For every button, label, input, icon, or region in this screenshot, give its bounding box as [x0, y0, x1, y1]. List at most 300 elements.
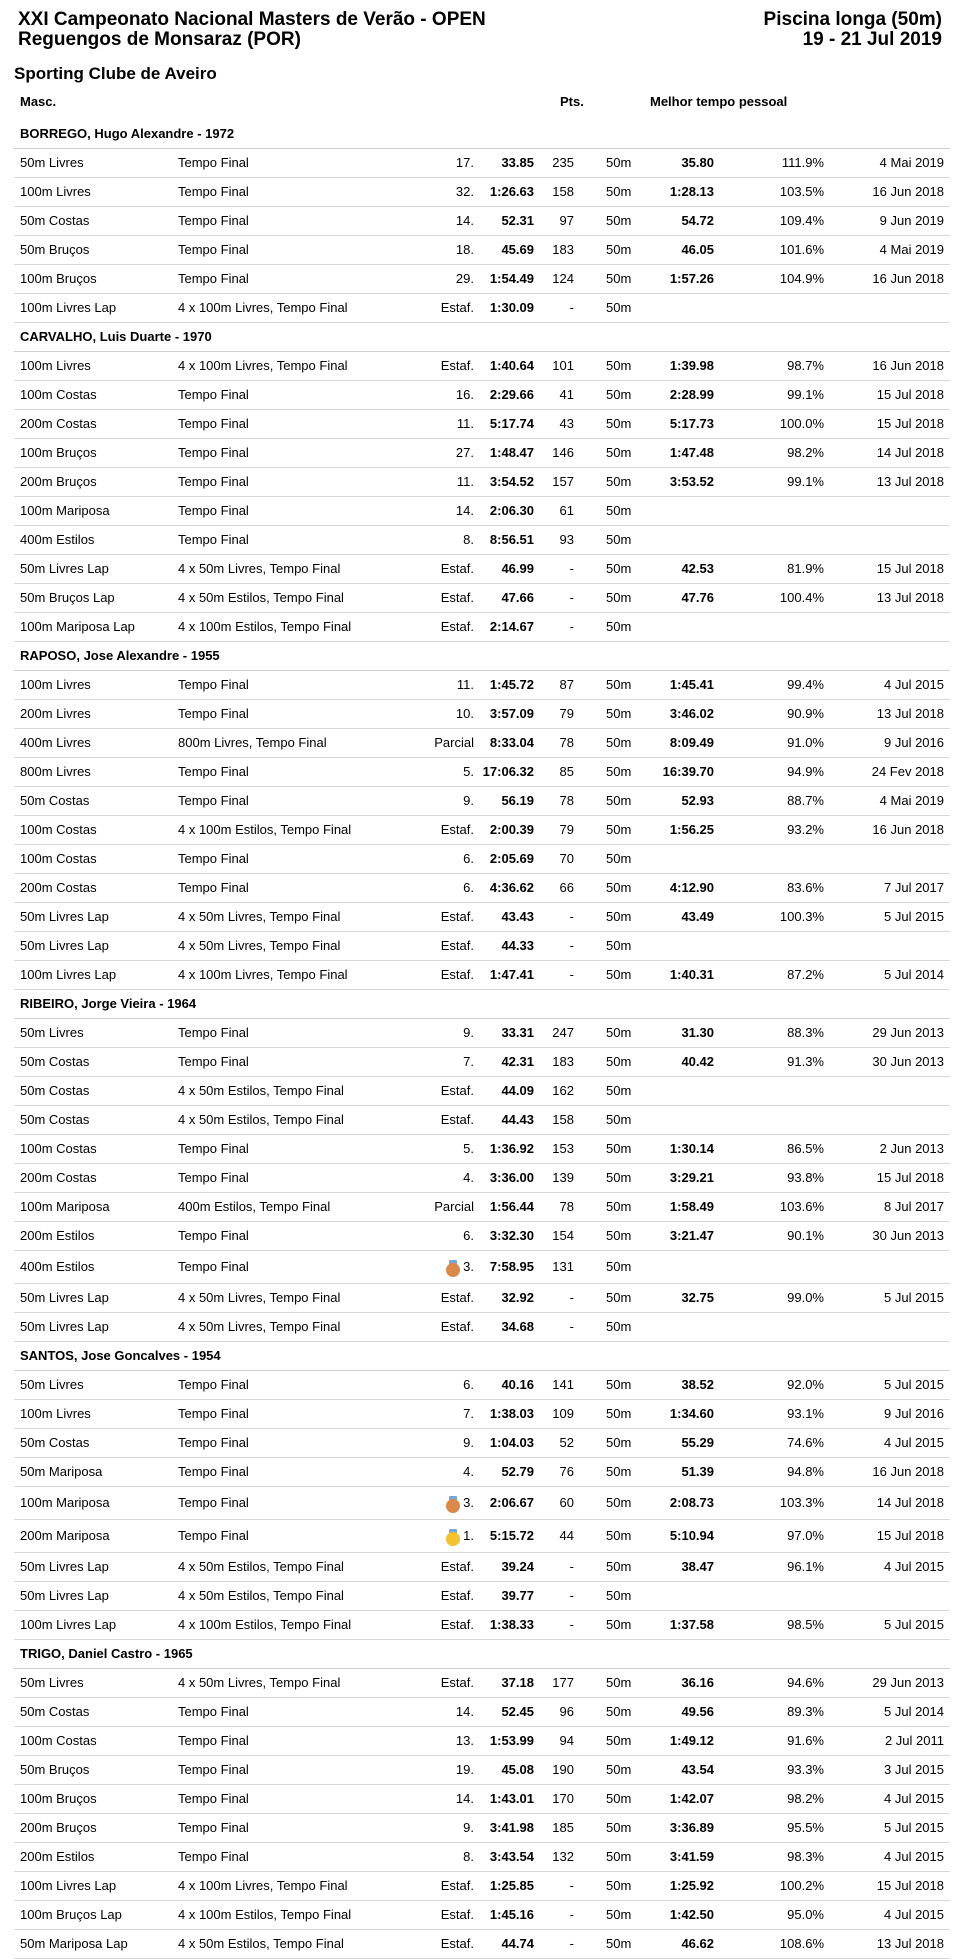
personal-best-date: 4 Mai 2019 — [879, 155, 944, 170]
placement: 8. — [463, 1849, 474, 1864]
personal-best-time: 36.16 — [681, 1675, 714, 1690]
event-name: 100m Bruços Lap — [20, 1907, 122, 1922]
personal-best-time: 1:57.26 — [669, 271, 714, 286]
pool-length: 50m — [606, 764, 632, 779]
personal-best-time: 1:58.49 — [669, 1199, 714, 1214]
result-row — [14, 1698, 950, 1727]
result-row — [14, 410, 950, 439]
points: - — [569, 938, 574, 953]
result-time: 1:30.09 — [489, 300, 534, 315]
placement: 9. — [463, 1435, 474, 1450]
personal-best-date: 30 Jun 2013 — [872, 1228, 944, 1243]
result-row — [14, 1371, 950, 1400]
pool-length: 50m — [606, 561, 632, 576]
points: 153 — [552, 1141, 574, 1156]
points: 52 — [559, 1435, 574, 1450]
event-name: 50m Costas — [20, 1112, 90, 1127]
personal-best-time: 2:08.73 — [669, 1495, 714, 1510]
round-name: 4 x 50m Estilos, Tempo Final — [178, 1588, 344, 1603]
category-header: Masc. — [20, 94, 57, 109]
personal-best-percent: 98.7% — [787, 358, 824, 373]
athlete-name: RIBEIRO, Jorge Vieira - 1964 — [14, 990, 950, 1019]
round-name: Tempo Final — [178, 213, 249, 228]
event-name: 100m Mariposa — [20, 1495, 110, 1510]
points: 146 — [552, 445, 574, 460]
pool-length: 50m — [606, 184, 632, 199]
placement: Estaf. — [440, 822, 474, 837]
result-row — [14, 1106, 950, 1135]
personal-best-percent: 94.6% — [787, 1675, 824, 1690]
round-name: Tempo Final — [178, 1259, 249, 1274]
personal-best-date: 2 Jun 2013 — [879, 1141, 944, 1156]
personal-best-date: 5 Jul 2014 — [884, 967, 944, 982]
personal-best-time: 16:39.70 — [662, 764, 714, 779]
pool-length: 50m — [606, 1820, 632, 1835]
pool-length: 50m — [606, 1377, 632, 1392]
personal-best-date: 29 Jun 2013 — [872, 1675, 944, 1690]
placement: 4. — [463, 1170, 474, 1185]
result-row — [14, 1814, 950, 1843]
points: 101 — [552, 358, 574, 373]
event-name: 100m Livres — [20, 184, 91, 199]
round-name: 4 x 100m Estilos, Tempo Final — [178, 822, 352, 837]
points: 131 — [552, 1259, 574, 1274]
event-name: 200m Costas — [20, 1170, 97, 1185]
points: 93 — [559, 532, 574, 547]
personal-best-date: 13 Jul 2018 — [876, 590, 944, 605]
round-name: Tempo Final — [178, 1820, 249, 1835]
placement: 8. — [463, 532, 474, 547]
points: - — [569, 561, 574, 576]
result-time: 40.16 — [501, 1377, 534, 1392]
club-name: Sporting Clube de Aveiro — [14, 64, 217, 83]
points: 78 — [559, 793, 574, 808]
result-row — [14, 1284, 950, 1313]
points: 66 — [559, 880, 574, 895]
points: - — [569, 590, 574, 605]
round-name: 4 x 50m Livres, Tempo Final — [178, 938, 341, 953]
pool-length: 50m — [606, 387, 632, 402]
round-name: Tempo Final — [178, 851, 249, 866]
bronze-medal-icon — [446, 1496, 460, 1512]
personal-best-date: 3 Jul 2015 — [884, 1762, 944, 1777]
personal-best-percent: 103.3% — [779, 1495, 824, 1510]
pool-length: 50m — [606, 155, 632, 170]
placement-text: 3. — [463, 1259, 474, 1274]
personal-best-date: 29 Jun 2013 — [872, 1025, 944, 1040]
result-time: 1:53.99 — [489, 1733, 534, 1748]
pool-length: 50m — [606, 1228, 632, 1243]
event-name: 200m Estilos — [20, 1228, 95, 1243]
result-row — [14, 1756, 950, 1785]
points: 87 — [559, 677, 574, 692]
event-name: 50m Costas — [20, 1083, 90, 1098]
placement: Estaf. — [440, 1878, 474, 1893]
pool-length: 50m — [606, 1791, 632, 1806]
pool-length: 50m — [606, 532, 632, 547]
pool-length: 50m — [606, 1617, 632, 1632]
event-name: 50m Livres Lap — [20, 1588, 109, 1603]
personal-best-date: 9 Jul 2016 — [884, 1406, 944, 1421]
pool-length: 50m — [606, 1464, 632, 1479]
event-name: 50m Livres — [20, 1377, 84, 1392]
result-time: 52.45 — [501, 1704, 534, 1719]
points: 78 — [559, 1199, 574, 1214]
points: 132 — [552, 1849, 574, 1864]
event-name: 100m Costas — [20, 822, 97, 837]
result-time: 2:06.67 — [489, 1495, 534, 1510]
points: - — [569, 1588, 574, 1603]
personal-best-time: 1:39.98 — [669, 358, 714, 373]
result-row — [14, 1582, 950, 1611]
placement — [446, 1251, 474, 1283]
personal-best-percent: 96.1% — [787, 1559, 824, 1574]
result-row — [14, 1727, 950, 1756]
placement: Parcial — [434, 1199, 474, 1214]
result-row — [14, 294, 950, 323]
result-row — [14, 236, 950, 265]
placement: Estaf. — [440, 1290, 474, 1305]
personal-best-percent: 88.7% — [787, 793, 824, 808]
round-name: Tempo Final — [178, 387, 249, 402]
pool-length: 50m — [606, 271, 632, 286]
points: 85 — [559, 764, 574, 779]
event-name: 50m Bruços Lap — [20, 590, 115, 605]
personal-best-percent: 93.1% — [787, 1406, 824, 1421]
round-name: Tempo Final — [178, 1495, 249, 1510]
points: 139 — [552, 1170, 574, 1185]
athlete-name: SANTOS, Jose Goncalves - 1954 — [14, 1342, 950, 1371]
personal-best-date: 5 Jul 2015 — [884, 1290, 944, 1305]
round-name: 4 x 50m Livres, Tempo Final — [178, 561, 341, 576]
personal-best-date: 13 Jul 2018 — [876, 1936, 944, 1951]
round-name: Tempo Final — [178, 416, 249, 431]
pool-length: 50m — [606, 1083, 632, 1098]
placement: Estaf. — [440, 561, 474, 576]
personal-best-percent: 98.2% — [787, 1791, 824, 1806]
result-row — [14, 584, 950, 613]
event-name: 50m Costas — [20, 1435, 90, 1450]
round-name: Tempo Final — [178, 1406, 249, 1421]
result-row — [14, 1251, 950, 1284]
personal-best-date: 4 Jul 2015 — [884, 1435, 944, 1450]
event-name: 200m Bruços — [20, 474, 97, 489]
personal-best-date: 16 Jun 2018 — [872, 271, 944, 286]
event-name: 100m Livres — [20, 1406, 91, 1421]
athlete-name: BORREGO, Hugo Alexandre - 1972 — [14, 120, 950, 149]
points: 60 — [559, 1495, 574, 1510]
result-row — [14, 1019, 950, 1048]
points: 79 — [559, 822, 574, 837]
placement: 11. — [456, 677, 474, 692]
points: 183 — [552, 1054, 574, 1069]
personal-best-percent: 83.6% — [787, 880, 824, 895]
result-time: 34.68 — [501, 1319, 534, 1334]
result-row — [14, 874, 950, 903]
round-name: 400m Estilos, Tempo Final — [178, 1199, 331, 1214]
points: 44 — [559, 1528, 574, 1543]
result-time: 39.24 — [501, 1559, 534, 1574]
result-row — [14, 1872, 950, 1901]
points: 154 — [552, 1228, 574, 1243]
placement: 27. — [455, 445, 474, 460]
personal-best-time: 38.52 — [681, 1377, 714, 1392]
personal-best-time: 3:53.52 — [669, 474, 714, 489]
personal-best-percent: 91.3% — [787, 1054, 824, 1069]
event-name: 50m Livres Lap — [20, 938, 109, 953]
placement: Parcial — [434, 735, 474, 750]
event-name: 100m Bruços — [20, 445, 97, 460]
round-name: 4 x 50m Livres, Tempo Final — [178, 909, 341, 924]
result-time: 8:56.51 — [489, 532, 534, 547]
personal-best-percent: 98.2% — [787, 445, 824, 460]
points: - — [569, 1559, 574, 1574]
round-name: 4 x 100m Livres, Tempo Final — [178, 358, 348, 373]
round-name: Tempo Final — [178, 532, 249, 547]
result-row — [14, 1048, 950, 1077]
round-name: 4 x 50m Livres, Tempo Final — [178, 1675, 341, 1690]
personal-best-percent: 98.5% — [787, 1617, 824, 1632]
placement: 14. — [455, 213, 474, 228]
round-name: 4 x 50m Estilos, Tempo Final — [178, 590, 344, 605]
points: 235 — [552, 155, 574, 170]
event-name: 200m Livres — [20, 706, 91, 721]
pool-length: 50m — [606, 358, 632, 373]
personal-best-date: 30 Jun 2013 — [872, 1054, 944, 1069]
personal-best-time: 43.54 — [681, 1762, 714, 1777]
personal-best-percent: 100.4% — [779, 590, 824, 605]
meet-title-line1: XXI Campeonato Nacional Masters de Verão - OPEN — [18, 9, 486, 30]
result-row — [14, 816, 950, 845]
personal-best-time: 40.42 — [681, 1054, 714, 1069]
round-name: Tempo Final — [178, 1464, 249, 1479]
points: 158 — [552, 184, 574, 199]
pool-length: 50m — [606, 445, 632, 460]
personal-best-time: 51.39 — [681, 1464, 714, 1479]
personal-best-percent: 97.0% — [787, 1528, 824, 1543]
personal-best-date: 15 Jul 2018 — [876, 1170, 944, 1185]
pool-length: 50m — [606, 967, 632, 982]
event-name: 400m Livres — [20, 735, 91, 750]
pool-length: 50m — [606, 503, 632, 518]
result-row — [14, 700, 950, 729]
event-name: 50m Livres Lap — [20, 1319, 109, 1334]
personal-best-time: 5:17.73 — [669, 416, 714, 431]
personal-best-date: 5 Jul 2015 — [884, 909, 944, 924]
personal-best-time: 52.93 — [681, 793, 714, 808]
event-name: 200m Costas — [20, 880, 97, 895]
personal-best-date: 9 Jul 2016 — [884, 735, 944, 750]
pool-length: 50m — [606, 416, 632, 431]
pool-length: 50m — [606, 677, 632, 692]
personal-best-time: 1:40.31 — [669, 967, 714, 982]
event-name: 50m Livres Lap — [20, 1559, 109, 1574]
round-name: Tempo Final — [178, 677, 249, 692]
personal-best-percent: 87.2% — [787, 967, 824, 982]
result-row — [14, 1400, 950, 1429]
personal-best-percent: 101.6% — [779, 242, 824, 257]
event-name: 400m Estilos — [20, 1259, 95, 1274]
placement: Estaf. — [440, 1559, 474, 1574]
placement: 32. — [455, 184, 474, 199]
placement: Estaf. — [440, 1617, 474, 1632]
placement: 29. — [455, 271, 474, 286]
result-time: 7:58.95 — [489, 1259, 534, 1274]
personal-best-time: 1:34.60 — [669, 1406, 714, 1421]
result-row — [14, 265, 950, 294]
placement: Estaf. — [440, 300, 474, 315]
personal-best-date: 8 Jul 2017 — [884, 1199, 944, 1214]
personal-best-date: 7 Jul 2017 — [884, 880, 944, 895]
event-name: 100m Livres Lap — [20, 1617, 117, 1632]
personal-best-time: 1:49.12 — [669, 1733, 714, 1748]
event-name: 50m Costas — [20, 1054, 90, 1069]
pool-length: 50m — [606, 474, 632, 489]
result-row — [14, 439, 950, 468]
round-name: Tempo Final — [178, 1762, 249, 1777]
pool-length: 50m — [606, 1675, 632, 1690]
pool-length: 50m — [606, 242, 632, 257]
placement: Estaf. — [440, 358, 474, 373]
pool-length: 50m — [606, 1025, 632, 1040]
placement: Estaf. — [440, 1083, 474, 1098]
placement: Estaf. — [440, 1936, 474, 1951]
placement: 5. — [463, 1141, 474, 1156]
personal-best-percent: 81.9% — [787, 561, 824, 576]
event-name: 50m Costas — [20, 793, 90, 808]
personal-best-percent: 89.3% — [787, 1704, 824, 1719]
personal-best-time: 2:28.99 — [669, 387, 714, 402]
result-time: 3:41.98 — [489, 1820, 534, 1835]
event-name: 200m Mariposa — [20, 1528, 110, 1543]
personal-best-time: 49.56 — [681, 1704, 714, 1719]
placement — [446, 1520, 474, 1552]
result-row — [14, 526, 950, 555]
placement: 9. — [463, 1025, 474, 1040]
pool-length: 50m — [606, 213, 632, 228]
event-name: 50m Bruços — [20, 242, 90, 257]
result-time: 1:26.63 — [489, 184, 534, 199]
personal-best-date: 15 Jul 2018 — [876, 1528, 944, 1543]
pool-length: 50m — [606, 1435, 632, 1450]
result-time: 1:45.16 — [489, 1907, 534, 1922]
personal-best-percent: 98.3% — [787, 1849, 824, 1864]
result-row — [14, 1930, 950, 1959]
result-time: 1:38.03 — [489, 1406, 534, 1421]
event-name: 100m Bruços — [20, 271, 97, 286]
result-time: 1:43.01 — [489, 1791, 534, 1806]
round-name: 4 x 100m Estilos, Tempo Final — [178, 1617, 352, 1632]
personal-best-time: 1:25.92 — [669, 1878, 714, 1893]
personal-best-time: 4:12.90 — [669, 880, 714, 895]
result-time: 1:48.47 — [489, 445, 534, 460]
personal-best-time: 43.49 — [681, 909, 714, 924]
personal-best-time: 3:29.21 — [669, 1170, 714, 1185]
result-time: 47.66 — [501, 590, 534, 605]
placement: 6. — [463, 851, 474, 866]
pool-length: 50m — [606, 1762, 632, 1777]
placement-text: 1. — [463, 1528, 474, 1543]
personal-best-percent: 86.5% — [787, 1141, 824, 1156]
round-name: 4 x 50m Estilos, Tempo Final — [178, 1936, 344, 1951]
personal-best-percent: 111.9% — [781, 155, 824, 170]
personal-best-date: 15 Jul 2018 — [876, 416, 944, 431]
personal-best-time: 31.30 — [681, 1025, 714, 1040]
placement: 6. — [463, 880, 474, 895]
result-time: 3:54.52 — [489, 474, 534, 489]
points: 141 — [552, 1377, 574, 1392]
points: - — [569, 909, 574, 924]
placement: 9. — [463, 1820, 474, 1835]
personal-best-time: 38.47 — [681, 1559, 714, 1574]
result-time: 46.99 — [501, 561, 534, 576]
bronze-medal-icon — [446, 1260, 460, 1276]
personal-best-percent: 99.1% — [787, 474, 824, 489]
personal-best-time: 32.75 — [681, 1290, 714, 1305]
result-time: 5:15.72 — [489, 1528, 534, 1543]
event-name: 100m Costas — [20, 851, 97, 866]
personal-best-date: 16 Jun 2018 — [872, 358, 944, 373]
result-row — [14, 1520, 950, 1553]
event-name: 100m Costas — [20, 1733, 97, 1748]
personal-best-date: 5 Jul 2014 — [884, 1704, 944, 1719]
placement: Estaf. — [440, 1907, 474, 1922]
points: 41 — [559, 387, 574, 402]
personal-best-percent: 91.0% — [787, 735, 824, 750]
result-row — [14, 1843, 950, 1872]
event-name: 100m Livres Lap — [20, 967, 117, 982]
placement: 14. — [455, 503, 474, 518]
pool-length: 50m — [606, 619, 632, 634]
round-name: 4 x 50m Estilos, Tempo Final — [178, 1112, 344, 1127]
page-header — [18, 10, 942, 56]
personal-best-percent: 100.0% — [779, 416, 824, 431]
personal-best-time: 55.29 — [681, 1435, 714, 1450]
pool-length: 50m — [606, 1704, 632, 1719]
round-name: Tempo Final — [178, 184, 249, 199]
personal-best-date: 4 Mai 2019 — [879, 793, 944, 808]
result-time: 44.09 — [501, 1083, 534, 1098]
event-name: 50m Livres Lap — [20, 561, 109, 576]
result-time: 3:32.30 — [489, 1228, 534, 1243]
pool-length: 50m — [606, 1907, 632, 1922]
round-name: Tempo Final — [178, 242, 249, 257]
pool-length: 50m — [606, 851, 632, 866]
event-name: 50m Mariposa Lap — [20, 1936, 128, 1951]
personal-best-header: Melhor tempo pessoal — [650, 94, 788, 109]
pool-length: 50m — [606, 1733, 632, 1748]
round-name: Tempo Final — [178, 1228, 249, 1243]
personal-best-date: 15 Jul 2018 — [876, 561, 944, 576]
result-time: 43.43 — [501, 909, 534, 924]
event-name: 50m Livres — [20, 155, 84, 170]
result-row — [14, 381, 950, 410]
result-time: 32.92 — [501, 1290, 534, 1305]
result-time: 44.33 — [501, 938, 534, 953]
result-time: 3:36.00 — [489, 1170, 534, 1185]
round-name: 4 x 50m Livres, Tempo Final — [178, 1319, 341, 1334]
column-headers — [18, 94, 950, 112]
round-name: Tempo Final — [178, 474, 249, 489]
result-row — [14, 729, 950, 758]
result-time: 1:04.03 — [489, 1435, 534, 1450]
round-name: Tempo Final — [178, 1170, 249, 1185]
personal-best-percent: 103.6% — [779, 1199, 824, 1214]
points: - — [569, 1907, 574, 1922]
result-time: 1:38.33 — [489, 1617, 534, 1632]
placement: 18. — [455, 242, 474, 257]
pool-length: 50m — [606, 1849, 632, 1864]
